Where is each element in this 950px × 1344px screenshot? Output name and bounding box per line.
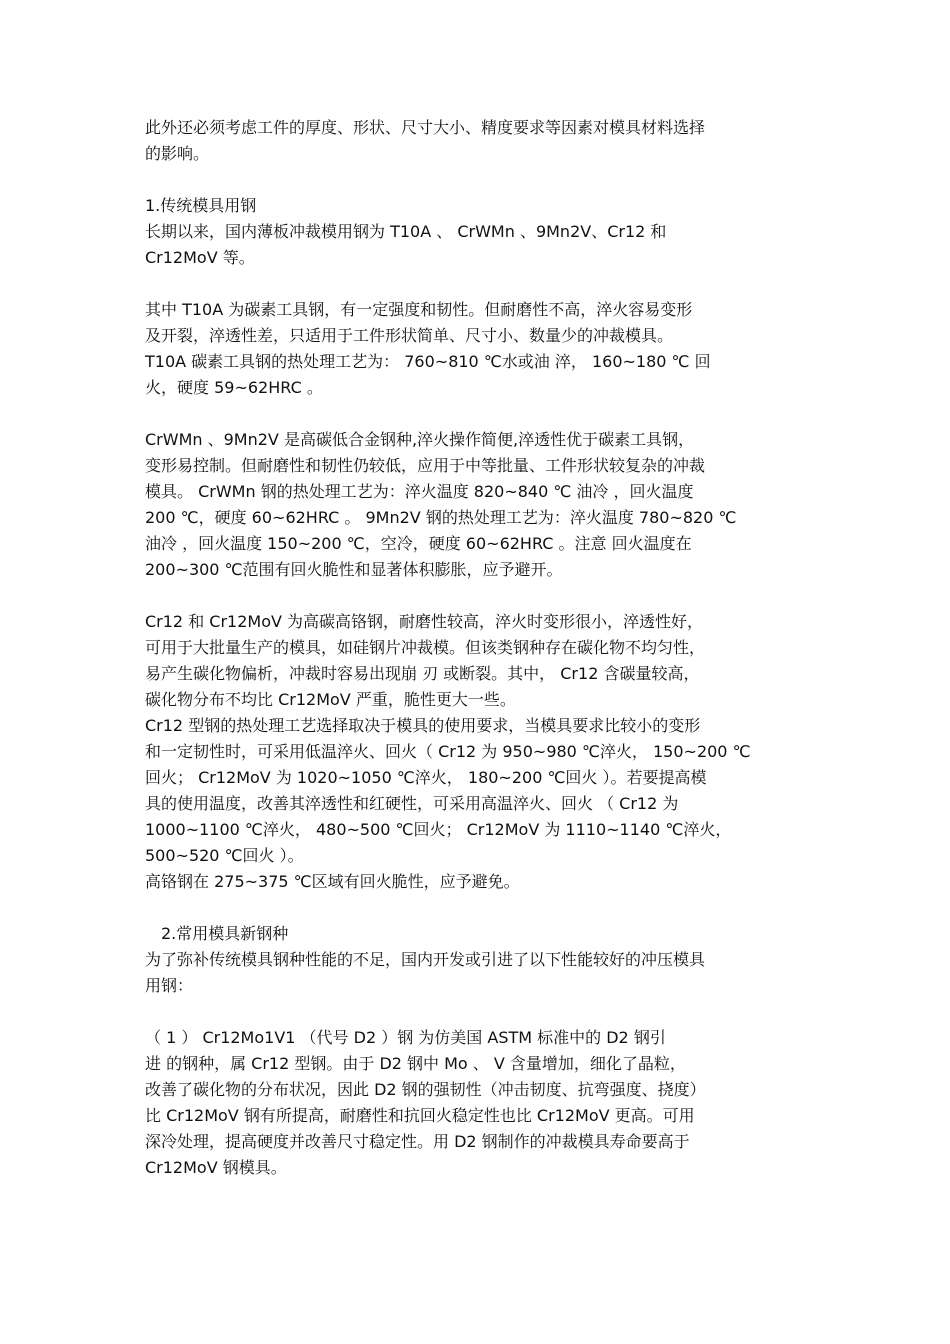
paragraph-gap [145, 167, 835, 193]
text-line: T10A 碳素工具钢的热处理工艺为： 760~810 ℃水或油 淬， 160~180 ℃ 回 [145, 352, 711, 371]
text-line: 易产生碳化物偏析，冲裁时容易出现崩 刃 或断裂。其中， Cr12 含碳量较高， [145, 664, 700, 683]
text-line: Cr12 和 Cr12MoV 为高碳高铬钢，耐磨性较高，淬火时变形很小，淬透性好， [145, 612, 704, 631]
crwmn-paragraph [145, 427, 835, 583]
paragraph-gap [145, 401, 835, 427]
paragraph-gap [145, 999, 835, 1025]
text-line: 高铬钢在 275~375 ℃区域有回火脆性，应予避免。 [145, 872, 520, 891]
text-line: Cr12MoV 等。 [145, 248, 255, 267]
text-line: 模具。 CrWMn 钢的热处理工艺为：淬火温度 820~840 ℃ 油冷 ，回火温度 [145, 482, 694, 501]
text-line: 进 的钢种，属 Cr12 型钢。由于 D2 钢中 Mo 、 V 含量增加，细化了晶粒， [145, 1054, 686, 1073]
cr12-paragraph [145, 609, 835, 895]
section-2 [145, 921, 835, 999]
section-heading: 2.常用模具新钢种 [161, 924, 289, 943]
text-line: 改善了碳化物的分布状况，因此 D2 钢的强韧性（冲击韧度、抗弯强度、挠度） [145, 1080, 706, 1099]
text-line: 具的使用温度，改善其淬透性和红硬性，可采用高温淬火、回火 （ Cr12 为 [145, 794, 679, 813]
text-line: 回火； Cr12MoV 为 1020~1050 ℃淬火， 180~200 ℃回火 ）。若要提高模 [145, 768, 707, 787]
paragraph-gap [145, 271, 835, 297]
d2-paragraph [145, 1025, 835, 1181]
text-line: 可用于大批量生产的模具，如硅钢片冲裁模。但该类钢种存在碳化物不均匀性， [145, 638, 706, 657]
text-line: Cr12MoV 钢模具。 [145, 1158, 287, 1177]
t10a-paragraph [145, 297, 835, 401]
text-line: 用钢： [145, 976, 194, 995]
text-line: 深冷处理，提高硬度并改善尺寸稳定性。用 D2 钢制作的冲裁模具寿命要高于 [145, 1132, 690, 1151]
text-line: 及开裂，淬透性差，只适用于工件形状简单、尺寸小、数量少的冲裁模具。 [145, 326, 674, 345]
text-line: 200 ℃，硬度 60~62HRC 。 9Mn2V 钢的热处理工艺为：淬火温度 780~820 ℃ [145, 508, 737, 527]
section-heading: 1.传统模具用钢 [145, 196, 257, 215]
intro-paragraph [145, 115, 835, 167]
text-line: 比 Cr12MoV 钢有所提高，耐磨性和抗回火稳定性也比 Cr12MoV 更高。可用 [145, 1106, 695, 1125]
text-line: 和一定韧性时，可采用低温淬火、回火（ Cr12 为 950~980 ℃淬火， 150~200 ℃ [145, 742, 751, 761]
text-line: CrWMn 、9Mn2V 是高碳低合金钢种,淬火操作简便,淬透性优于碳素工具钢， [145, 430, 695, 449]
text-line: 为了弥补传统模具钢种性能的不足，国内开发或引进了以下性能较好的冲压模具 [145, 950, 706, 969]
text-line: Cr12 型钢的热处理工艺选择取决于模具的使用要求，当模具要求比较小的变形 [145, 716, 701, 735]
text-line: 变形易控制。但耐磨性和韧性仍较低，应用于中等批量、工件形状较复杂的冲裁 [145, 456, 706, 475]
text-line: 长期以来，国内薄板冲裁模用钢为 T10A 、 CrWMn 、9Mn2V、Cr12 和 [145, 222, 667, 241]
text-line: 其中 T10A 为碳素工具钢，有一定强度和韧性。但耐磨性不高，淬火容易变形 [145, 300, 693, 319]
paragraph-gap [145, 895, 835, 921]
text-line: （ 1 ） Cr12Mo1V1 （代号 D2 ）钢 为仿美国 ASTM 标准中的 D2 钢引 [145, 1028, 666, 1047]
paragraph-gap [145, 583, 835, 609]
text-line: 200~300 ℃范围有回火脆性和显著体积膨胀，应予避开。 [145, 560, 563, 579]
text-line: 1000~1100 ℃淬火， 480~500 ℃回火； Cr12MoV 为 1110~1140 ℃淬火， [145, 820, 732, 839]
document-page [145, 115, 835, 1181]
text-line: 的影响。 [145, 144, 210, 163]
text-line: 油冷 ，回火温度 150~200 ℃，空冷，硬度 60~62HRC 。注意 回火温度在 [145, 534, 692, 553]
text-line: 碳化物分布不均比 Cr12MoV 严重，脆性更大一些。 [145, 690, 516, 709]
section-1 [145, 193, 835, 271]
text-line: 火，硬度 59~62HRC 。 [145, 378, 323, 397]
text-line: 此外还必须考虑工件的厚度、形状、尺寸大小、精度要求等因素对模具材料选择 [145, 118, 706, 137]
text-line: 500~520 ℃回火 ）。 [145, 846, 304, 865]
